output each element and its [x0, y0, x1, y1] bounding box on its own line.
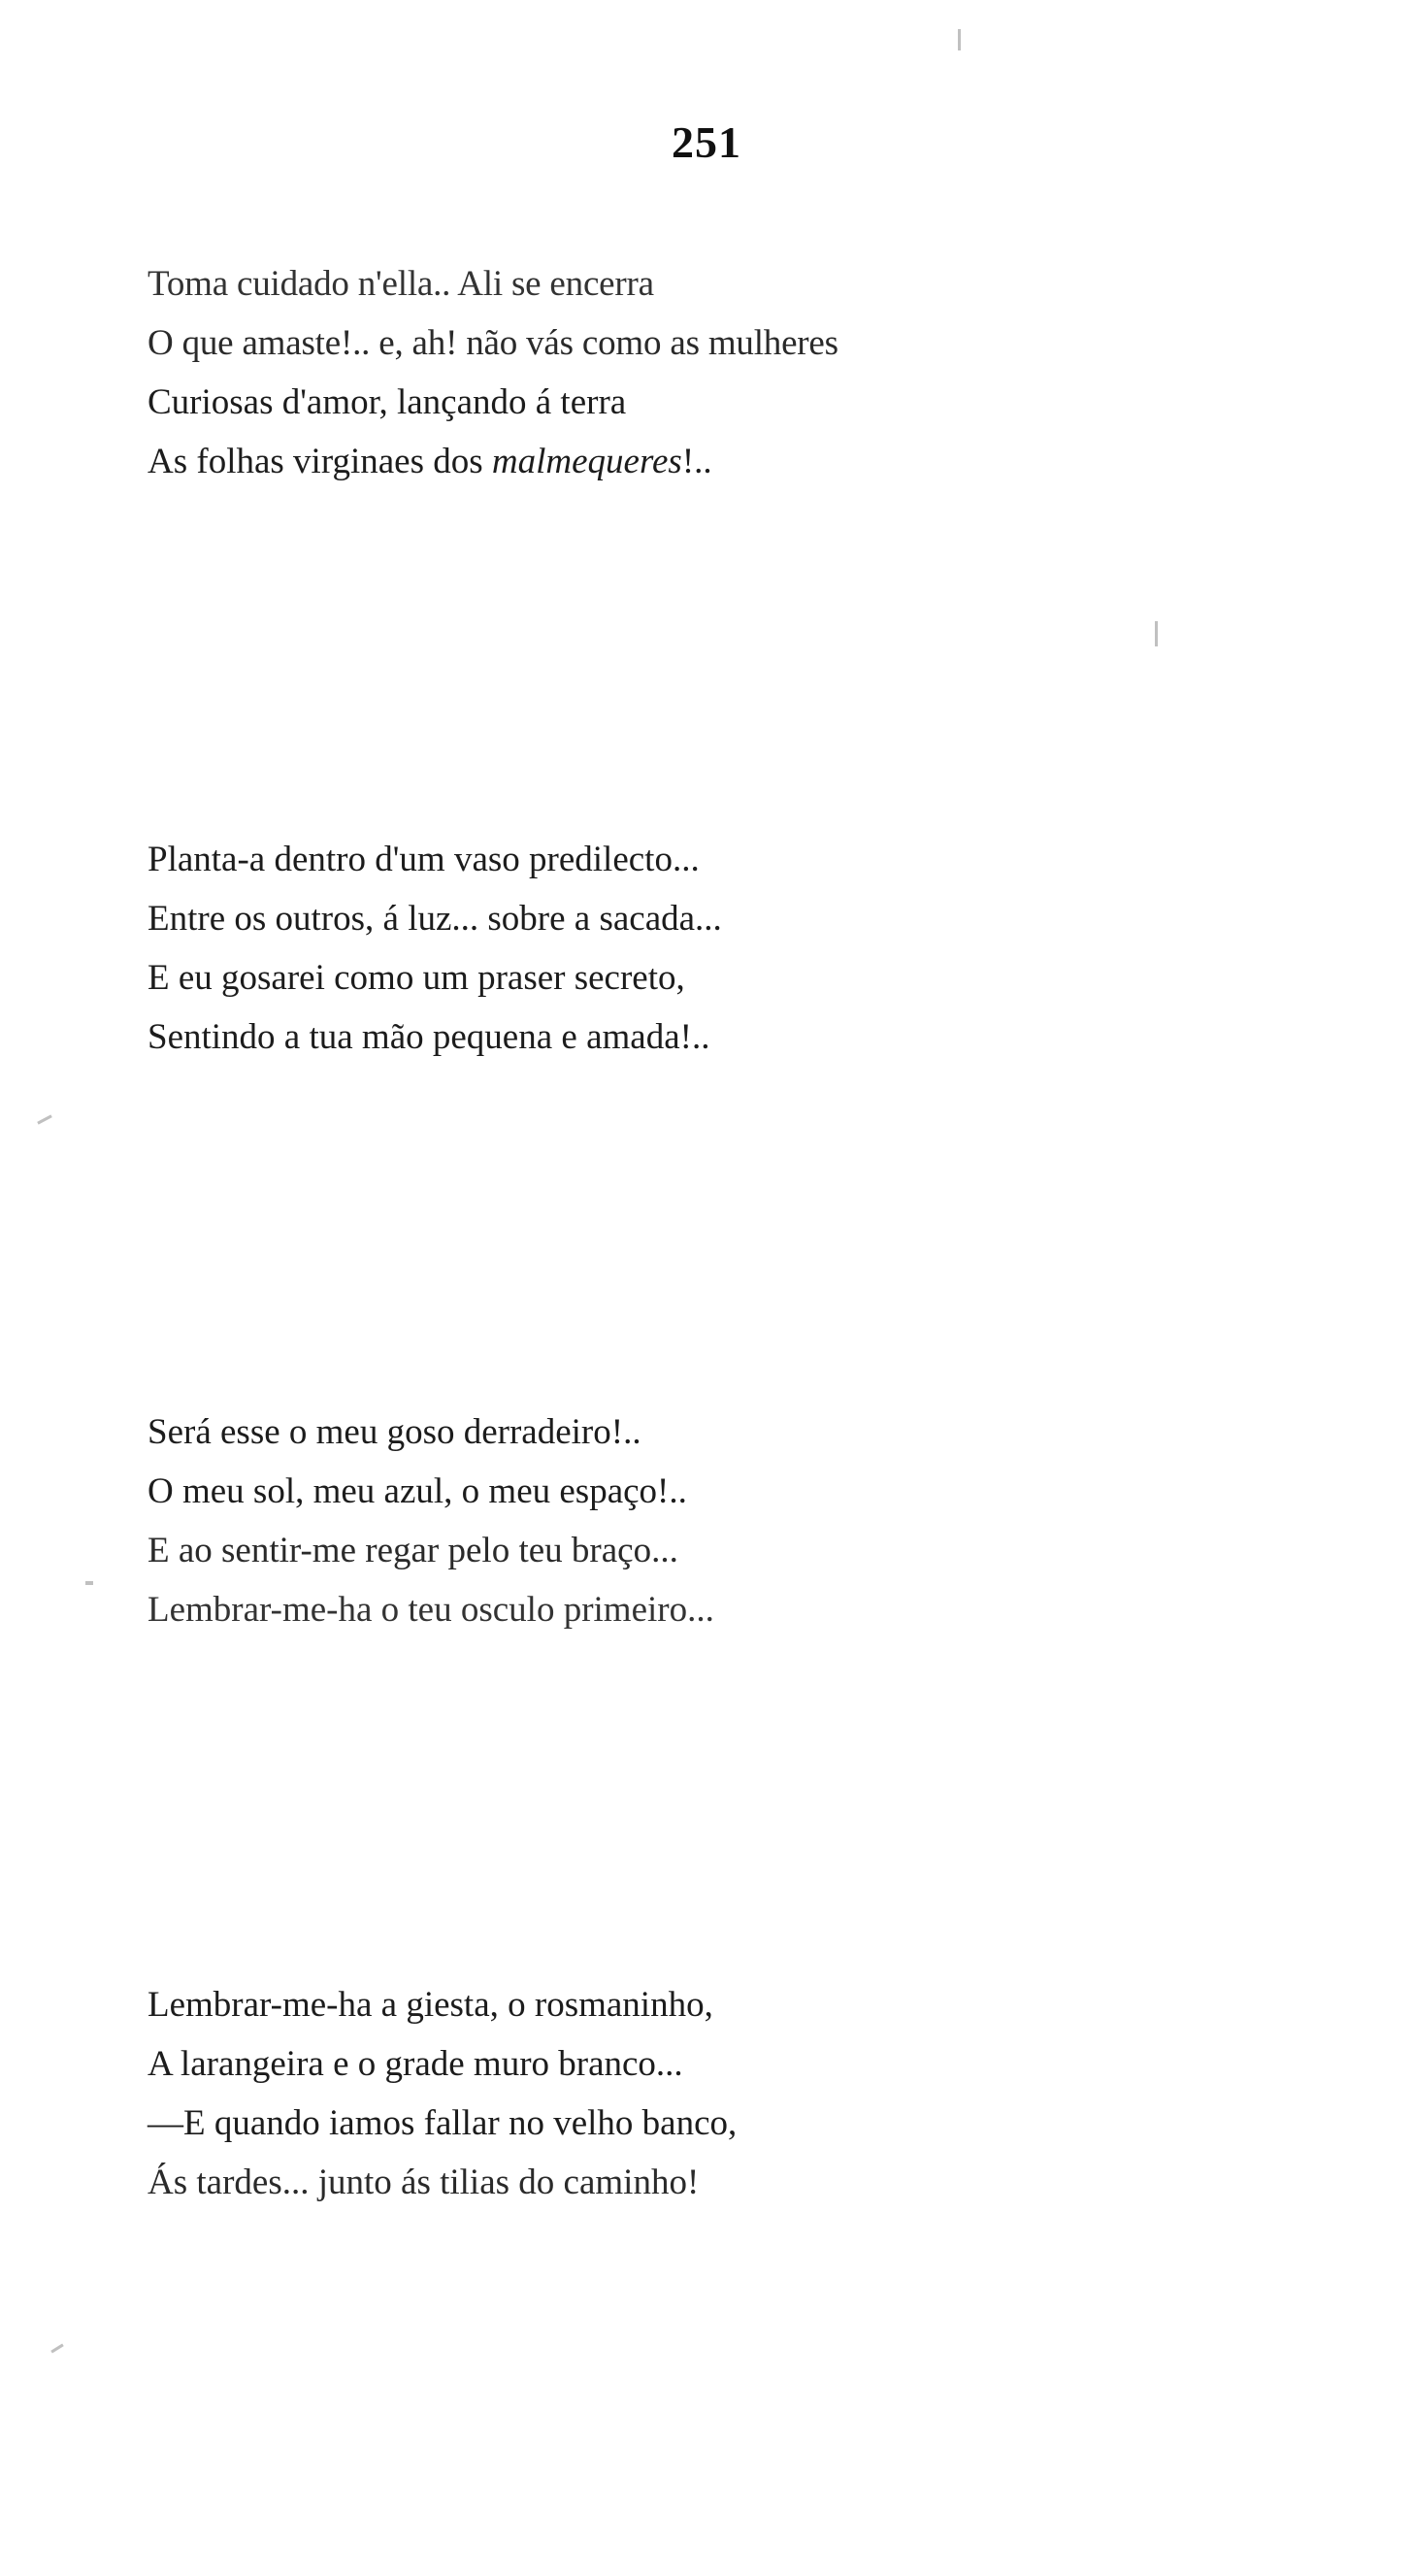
verse-line: —E quando iamos fallar no velho banco, — [148, 2103, 738, 2143]
scan-speck — [37, 1114, 52, 1124]
scan-speck — [85, 1581, 93, 1585]
verse-line: O que amaste!.. e, ah! não vás como as mulheres — [148, 323, 838, 363]
verse-line: E eu gosarei como um praser secreto, — [148, 958, 685, 998]
verse-text: As folhas virginaes dos — [148, 442, 492, 481]
verse-line: Lembrar-me-ha a giesta, o rosmaninho, — [148, 1985, 713, 2025]
verse-line: Sentindo a tua mão pequena e amada!.. — [148, 1017, 710, 1057]
verse-line: Toma cuidado n'ella.. Ali se encerra — [148, 264, 654, 304]
verse-line: Lembrar-me-ha o teu osculo primeiro... — [148, 1590, 714, 1630]
verse-line: E ao sentir-me regar pelo teu braço... — [148, 1531, 678, 1570]
verse-line: Curiosas d'amor, lançando á terra — [148, 382, 627, 422]
verse-line: O meu sol, meu azul, o meu espaço!.. — [148, 1471, 687, 1511]
verse-line: Planta-a dentro d'um vaso predilecto... — [148, 840, 700, 879]
scan-speck — [1155, 621, 1158, 646]
verse-line — [148, 432, 1264, 491]
verse-line: Entre os outros, á luz... sobre a sacada... — [148, 899, 722, 939]
stanza-1 — [148, 254, 1264, 491]
verse-line: A larangeira e o grade muro branco... — [148, 2044, 683, 2084]
stanza-4 — [148, 1975, 1264, 2212]
scan-speck — [50, 2344, 63, 2354]
scan-speck — [958, 29, 961, 50]
verse-line: Ás tardes... junto ás tilias do caminho! — [148, 2163, 700, 2202]
stanza-3 — [148, 1403, 1264, 1639]
page-number: 251 — [672, 117, 741, 167]
verse-italic-word: malmequeres — [491, 442, 682, 481]
stanza-2 — [148, 830, 1264, 1067]
verse-line: Será esse o meu goso derradeiro!.. — [148, 1412, 641, 1452]
verse-text-tail: !.. — [681, 442, 712, 481]
